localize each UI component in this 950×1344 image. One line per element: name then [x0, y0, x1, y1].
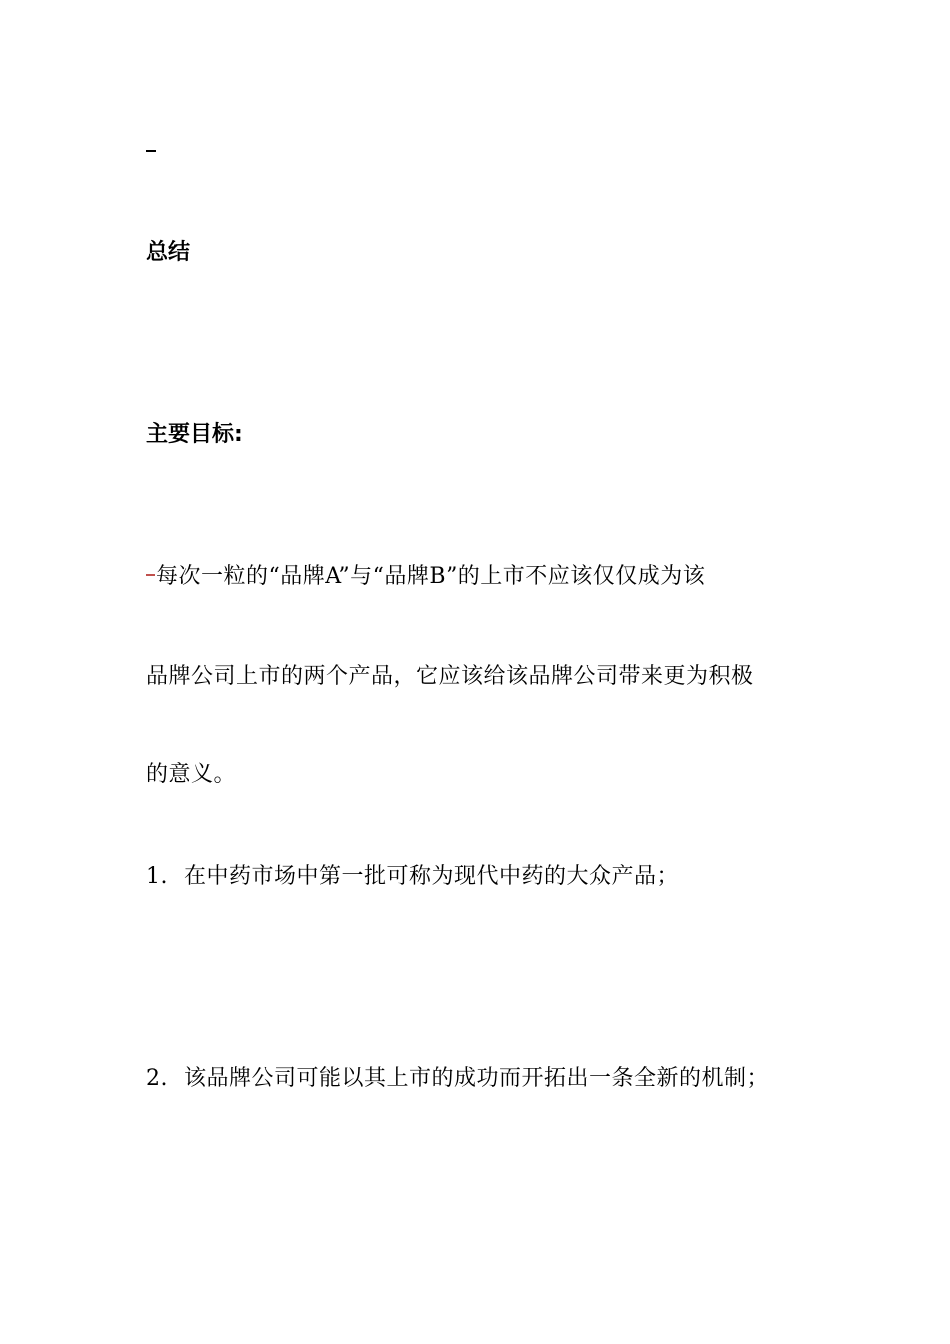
list-item-1-text: 在中药市场中第一批可称为现代中药的大众产品；: [184, 864, 680, 889]
text-cursor-mark: [146, 574, 155, 576]
heading-summary: 总结: [146, 240, 191, 265]
paragraph-line-1: [146, 562, 705, 592]
paragraph-line-3: 的意义。: [146, 762, 237, 787]
paragraph-line-2: 品牌公司上市的两个产品，它应该给该品牌公司带来更为积极: [146, 664, 754, 689]
heading-goal: 主要目标:: [146, 422, 243, 447]
list-item-2-number: 2.: [146, 1066, 168, 1091]
list-item-2: [146, 1064, 769, 1094]
list-item-2-text: 该品牌公司可能以其上市的成功而开拓出一条全新的机制；: [184, 1066, 770, 1091]
list-item-1-number: 1.: [146, 864, 168, 889]
dash-mark: [146, 150, 156, 152]
paragraph-line-1-text: 每次一粒的“品牌A”与“品牌B”的上市不应该仅仅成为该: [156, 564, 706, 589]
list-item-1: [146, 862, 679, 892]
